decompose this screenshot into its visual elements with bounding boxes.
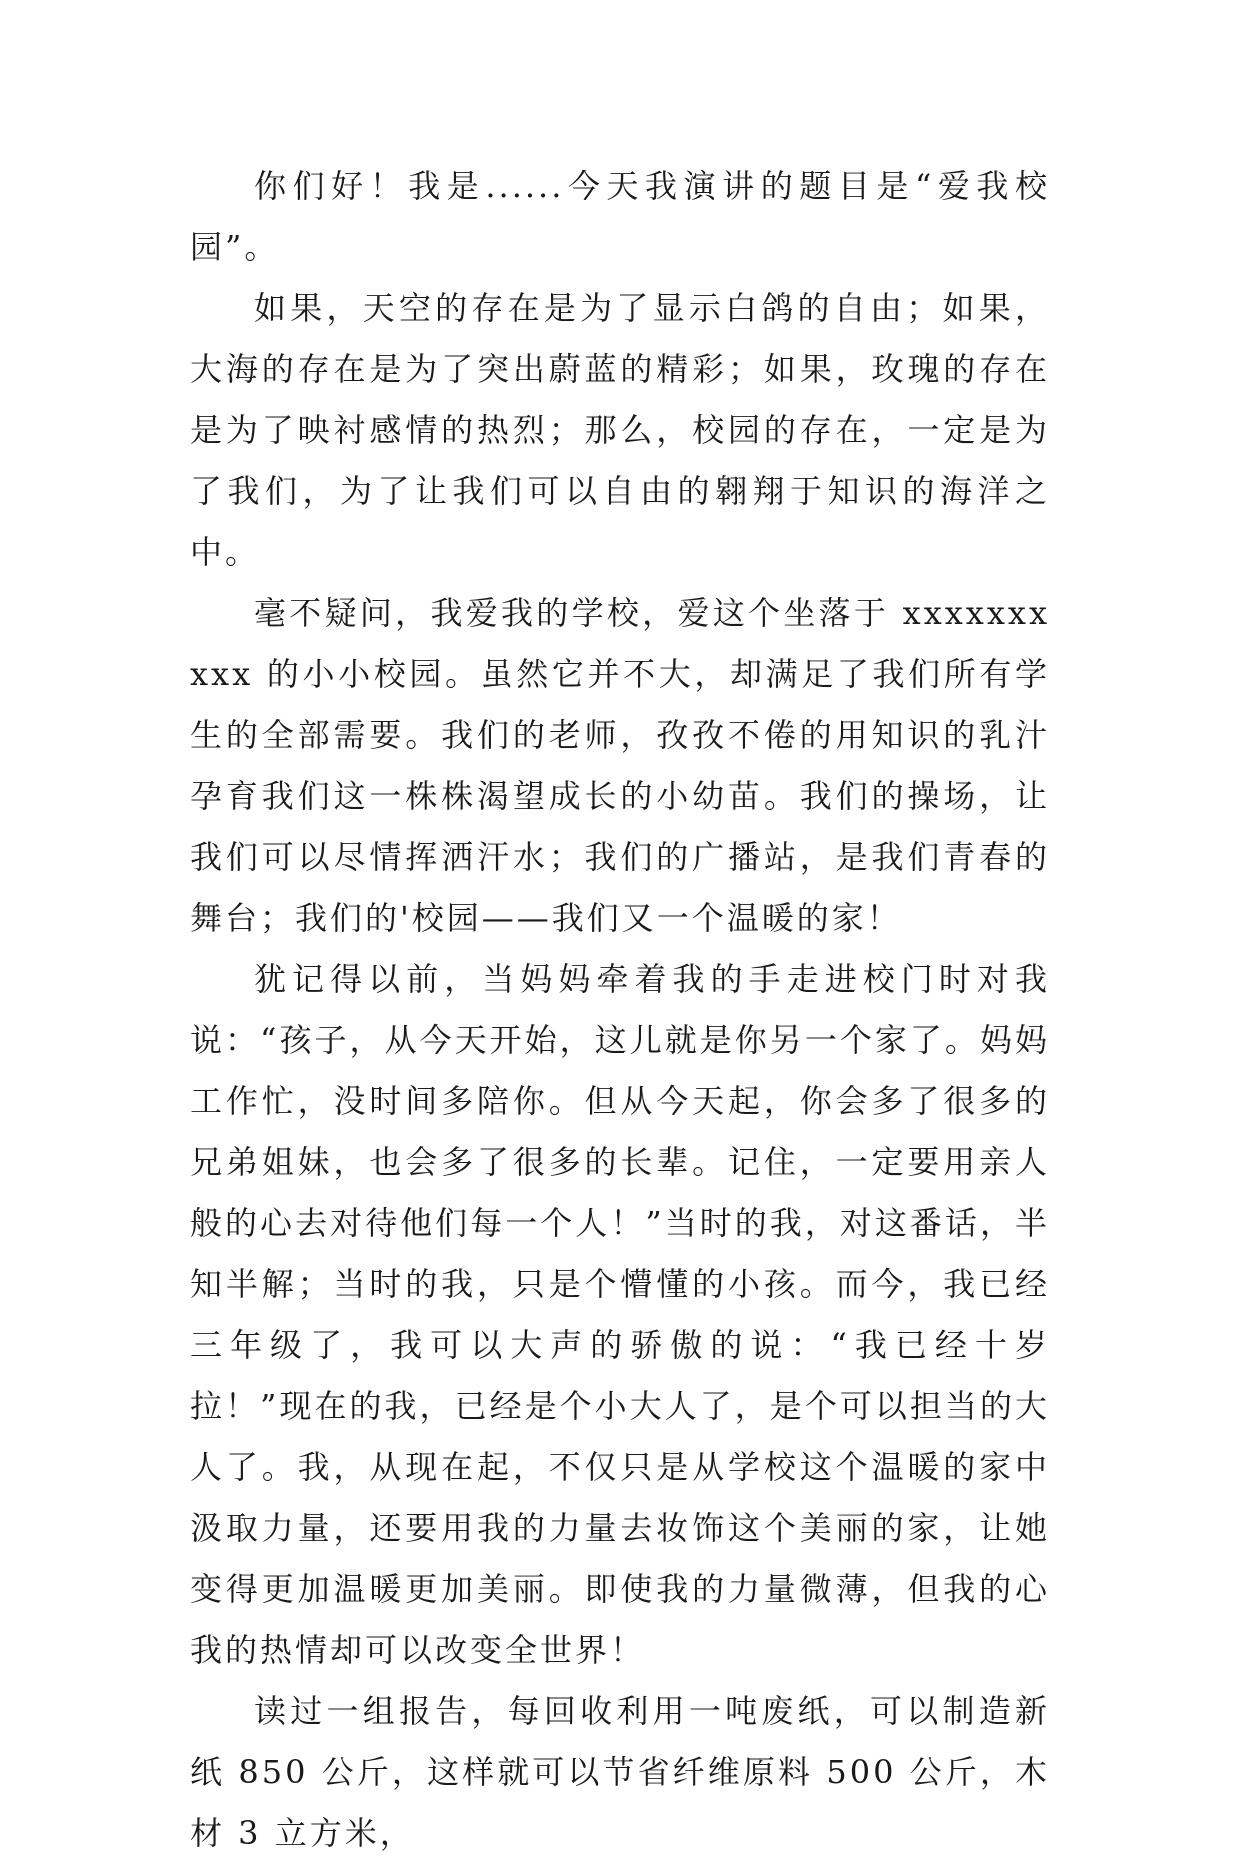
paragraph-love-school: 毫不疑问，我爱我的学校，爱这个坐落于 xxxxxxxxxx 的小小校园。虽然它并不大，却满足了我们所有学生的全部需要。我们的老师，孜孜不倦的用知识的乳汁孕育我们这一株株渴望成长的小幼苗。我们的操场，让我们可以尽情挥洒汗水；我们的广播站，是我们青春的舞台；我们的'校园——我们又一个温暖的家！ [190,594,1050,937]
paragraph-recycling-report: 读过一组报告，每回收利用一吨废纸，可以制造新纸 850 公斤，这样就可以节省纤维原料 500 公斤，木材 3 立方米， [190,1692,1050,1852]
document-body [190,156,1050,1864]
paragraph-greeting: 你们好！我是......今天我演讲的题目是“爱我校园”。 [190,167,1050,266]
paragraph-memory-mother: 犹记得以前，当妈妈牵着我的手走进校门时对我说：“孩子，从今天开始，这儿就是你另一个家了。妈妈工作忙，没时间多陪你。但从今天起，你会多了很多的兄弟姐妹，也会多了很多的长辈。记住，一定要用亲人般的心去对待他们每一个人！”当时的我，对这番话，半知半解；当时的我，只是个懵懂的小孩。而今，我已经三年级了，我可以大声的骄傲的说：“我已经十岁拉！”现在的我，已经是个小大人了，是个可以担当的大人了。我，从现在起，不仅只是从学校这个温暖的家中汲取力量，还要用我的力量去妆饰这个美丽的家，让她变得更加温暖更加美丽。即使我的力量微薄，但我的心我的热情却可以改变全世界！ [190,960,1050,1669]
paragraph-if-sky: 如果，天空的存在是为了显示白鸽的自由；如果，大海的存在是为了突出蔚蓝的精彩；如果，玫瑰的存在是为了映衬感情的热烈；那么，校园的存在，一定是为了我们，为了让我们可以自由的翱翔于知识的海洋之中。 [190,289,1050,571]
